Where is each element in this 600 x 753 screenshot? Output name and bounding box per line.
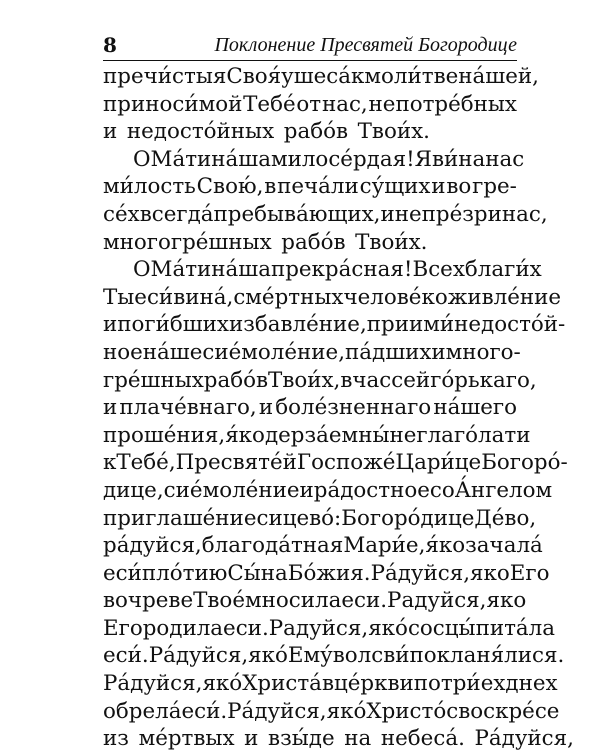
text-line: приноси́мой Тебе́ от нас, непотре́бных [103,91,517,117]
text-line: проше́ния, я́ко дерза́ем ны́не глаго́лати [103,422,531,448]
text-line: обрела́ еси́. Ра́дуйся, яко́ Христо́с воскре́се [103,698,560,724]
text-line: ное на́ше сие́ моле́ние, па́дших и много- [103,339,521,365]
text-line: Ты еси́ вина́, сме́ртных челове́к оживле́ние [103,284,562,310]
text-line: и поги́бших избавле́ние, приими́ недосто́й- [103,312,566,338]
text-line: во чреве Твое́м носила еси. Радуйся, яко [103,588,527,614]
text-line: и плаче́внаго, и боле́зненнаго на́шего [103,395,517,421]
running-title: Поклонение Пресвятей Богородице [214,34,517,56]
text-line: дице, сие́ моле́ние и ра́достное со А́нгелом [103,477,553,503]
text-line: еси́. Ра́дуйся, яко́ Ему́ волсви́ покланя́лися. [103,643,565,669]
text-line: ра́дуйся, благода́тная Мари́е, я́ко зачала́ [103,533,543,559]
text-line: и недосто́йных рабо́в Твои́х. [103,119,430,145]
text-line: О Ма́ти на́ша милосе́рдая! Яви́ на нас [133,146,525,172]
text-line: О Ма́ти на́ша прекра́сная! Всех благи́х [133,257,542,283]
text-line: приглаше́ние сицево́: Богоро́дице Де́во, [103,505,537,531]
page-header [103,33,517,59]
text-line: еси́ пло́тию Сы́на Бо́жия. Ра́дуйся, яко Его [103,560,550,586]
text-line: гре́шных рабо́в Твои́х, в час сей го́рькаго, [103,367,537,393]
header-rule [103,60,517,61]
body-text [103,63,574,753]
text-line: к Тебе́, Пресвяте́й Госпоже́ Цари́це Богоро́- [103,450,568,476]
text-line: Ра́дуйся, яко́ Христа́ в це́ркви по три́ех днех [103,671,558,697]
text-line: из ме́ртвых и взы́де на небеса́. Ра́дуйся, [103,726,574,752]
text-line: Его родила еси. Радуйся, яко́ сосцы́ пита́ла [103,615,556,641]
text-line: ми́лость Свою́, в печа́ли су́щих и во гре- [103,174,517,200]
text-line: се́х всегда́ пребыва́ющих, и не пре́зри нас, [103,201,548,227]
text-line: пречи́стыя Своя́ ушеса́ к моли́тве на́шей, [103,64,539,89]
page-number: 8 [103,33,117,57]
text-line: многогре́шных рабо́в Твои́х. [103,229,428,255]
